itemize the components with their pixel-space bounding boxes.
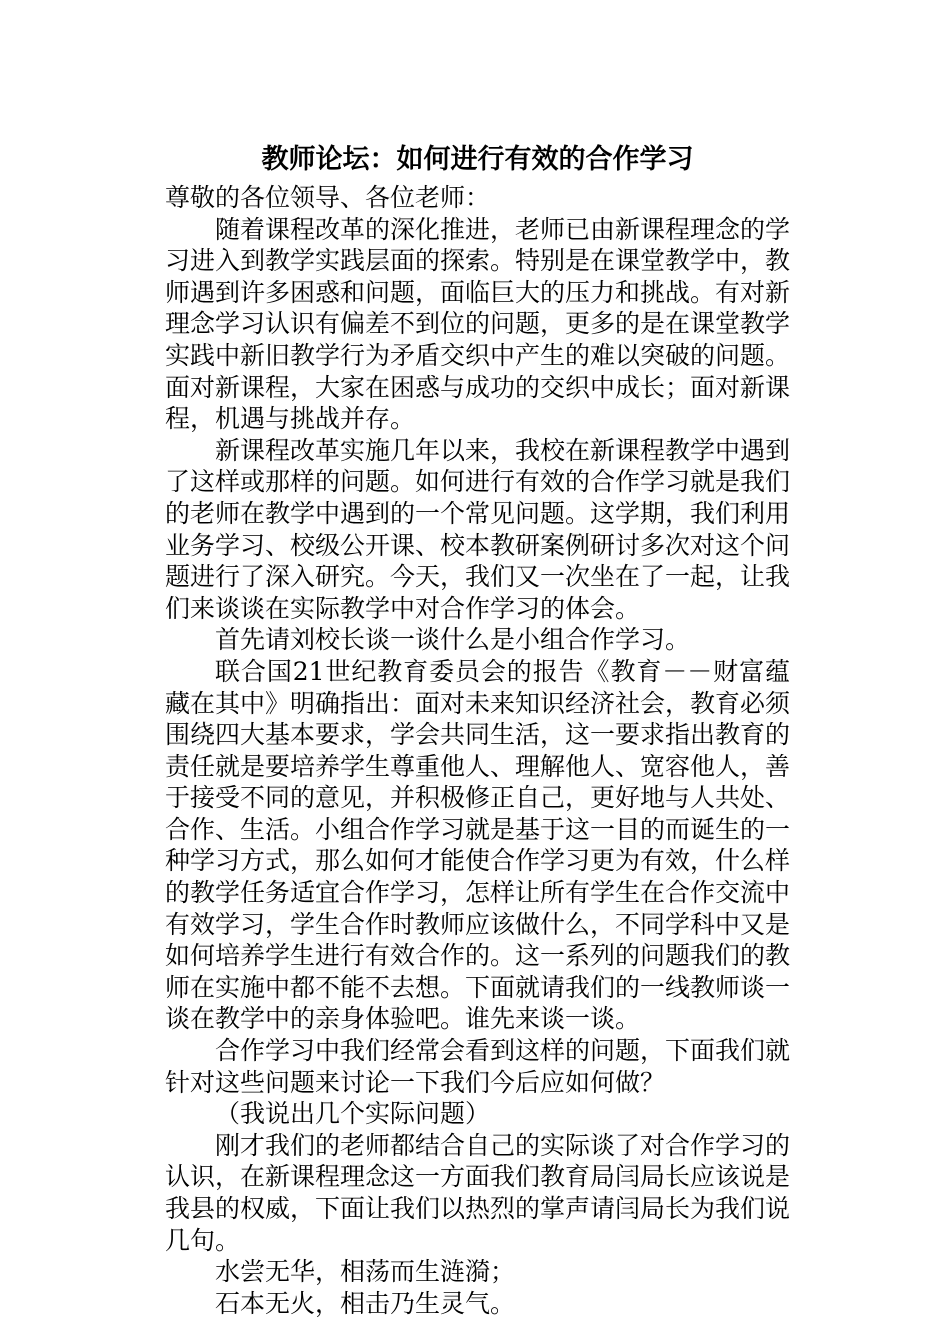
paragraph-couplet-line-2: 石本无火，相击乃生灵气。 bbox=[215, 1288, 516, 1318]
paragraph-principal-invite: 首先请刘校长谈一谈什么是小组合作学习。 bbox=[215, 625, 691, 655]
document-title: 教师论坛：如何进行有效的合作学习 bbox=[261, 144, 694, 175]
paragraph-couplet-line-1: 水尝无华，相荡而生涟漪； bbox=[215, 1257, 516, 1287]
paragraph-reform-intro: 随着课程改革的深化推进，老师已由新课程理念的学习进入到教学实践层面的探索。特别是在课堂教学中，教师遇到许多困惑和问题，面临巨大的压力和挑战。有对新理念学习认识有偏差不到位的问题，更多的是在课堂教学实践中新旧教学行为矛盾交织中产生的难以突破的问题。面对新课程，大家在困惑与成功的交织中成长；面对新课程，机遇与挑战并存。 bbox=[165, 214, 791, 434]
salutation: 尊敬的各位领导、各位老师： bbox=[165, 183, 491, 212]
paragraph-unesco-report: 联合国21世纪教育委员会的报告《教育－－财富蕴藏在其中》明确指出：面对未来知识经济社会，教育必须围绕四大基本要求，学会共同生活，这一要求指出教育的责任就是要培养学生尊重他人、理解他人、宽容他人，善于接受不同的意见，并积极修正自己，更好地与人共处、合作、生活。小组合作学习就是基于这一目的而诞生的一种学习方式，那么如何才能使合作学习更为有效，什么样的教学任务适宜合作学习，怎样让所有学生在合作交流中有效学习，学生合作时教师应该做什么，不同学科中又是如何培养学生进行有效合作的。这一系列的问题我们的教师在实施中都不能不去想。下面就请我们的一线教师谈一谈在教学中的亲身体验吧。谁先来谈一谈。 bbox=[165, 656, 791, 1034]
document-body bbox=[165, 142, 790, 1319]
paragraph-discussion-prompt: 合作学习中我们经常会看到这样的问题，下面我们就针对这些问题来讨论一下我们今后应如何做？ bbox=[165, 1036, 791, 1097]
paragraph-director-invite: 刚才我们的老师都结合自己的实际谈了对合作学习的认识，在新课程理念这一方面我们教育局闫局长应该说是我县的权威，下面让我们以热烈的掌声请闫局长为我们说几句。 bbox=[165, 1130, 791, 1255]
paragraph-stage-note: （我说出几个实际问题） bbox=[215, 1099, 491, 1129]
paragraph-school-problems: 新课程改革实施几年以来，我校在新课程教学中遇到了这样或那样的问题。如何进行有效的合作学习就是我们的老师在教学中遇到的一个常见问题。这学期，我们利用业务学习、校级公开课、校本教研案例研讨多次对这个问题进行了深入研究。今天，我们又一次坐在了一起，让我们来谈谈在实际教学中对合作学习的体会。 bbox=[165, 435, 791, 623]
